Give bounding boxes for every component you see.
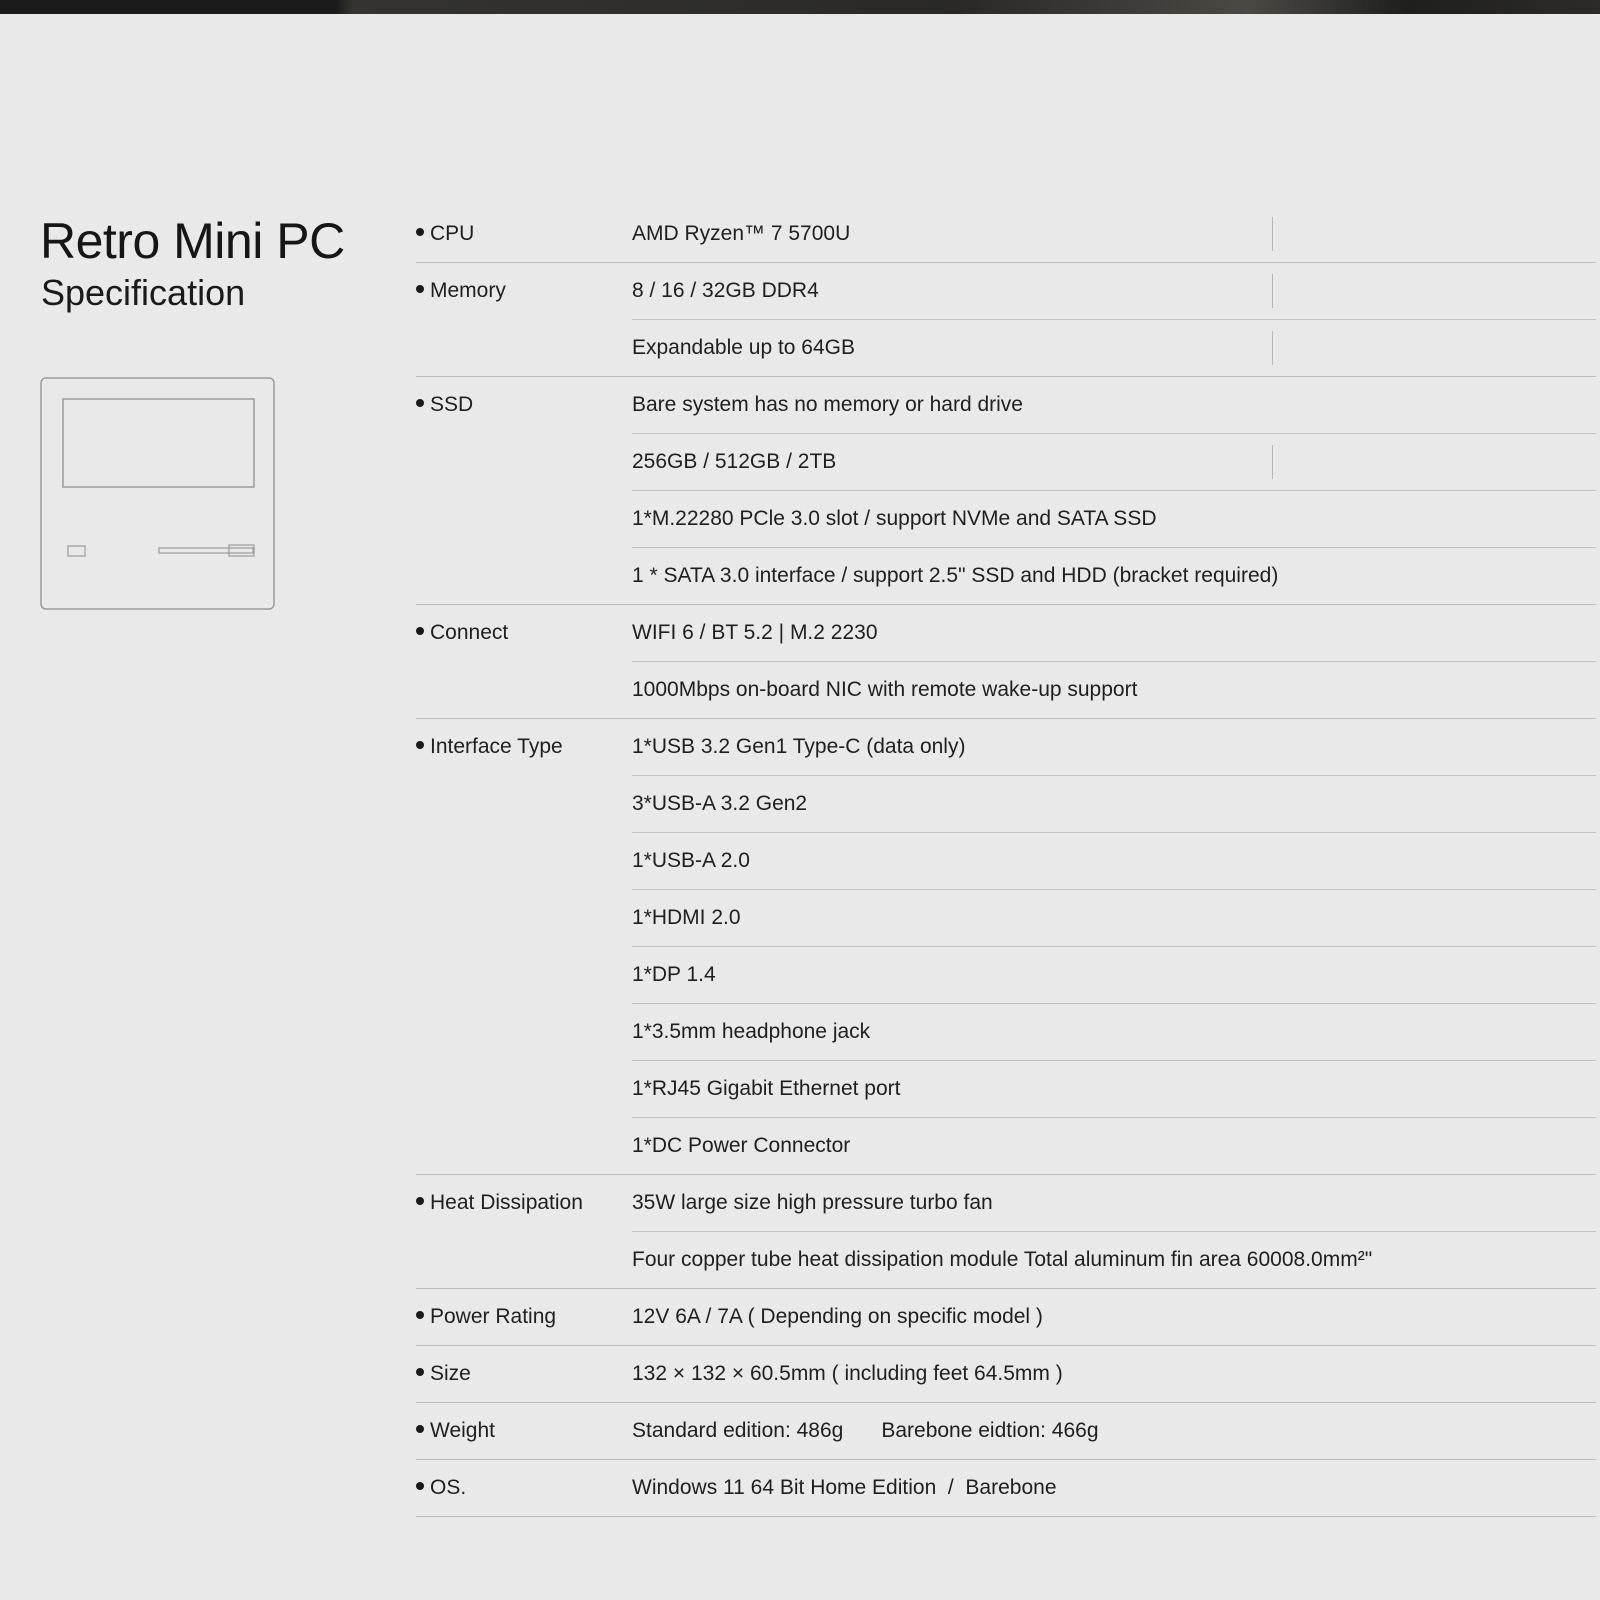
- bullet-icon: [416, 399, 424, 407]
- spec-label-power-rating: Power Rating: [416, 1289, 556, 1345]
- spec-label-heat-dissipation: Heat Dissipation: [416, 1175, 583, 1231]
- bullet-icon: [416, 1425, 424, 1433]
- spec-group-power-rating: [416, 1289, 1596, 1346]
- spec-group-interface-type: [416, 719, 1596, 1175]
- spec-table: [416, 206, 1596, 1517]
- mini-pc-outline-icon: [40, 377, 275, 610]
- spec-group-heat-dissipation: [416, 1175, 1596, 1289]
- spec-label-ssd: SSD: [416, 377, 473, 433]
- spec-value: 1*3.5mm headphone jack: [632, 1004, 1596, 1061]
- bullet-icon: [416, 1368, 424, 1376]
- spec-value: 1*HDMI 2.0: [632, 890, 1596, 947]
- spec-value: 3*USB-A 3.2 Gen2: [632, 776, 1596, 833]
- spec-group-connect: [416, 605, 1596, 719]
- spec-value: WIFI 6 / BT 5.2 | M.2 2230: [632, 605, 1596, 662]
- spec-value: 1*M.22280 PCle 3.0 slot / support NVMe and SATA SSD: [632, 491, 1596, 548]
- spec-value: 12V 6A / 7A ( Depending on specific model ): [632, 1305, 1043, 1328]
- spec-value: AMD Ryzen™ 7 5700U: [632, 206, 1596, 262]
- spec-value: 1*RJ45 Gigabit Ethernet port: [632, 1061, 1596, 1118]
- spec-value: 1000Mbps on-board NIC with remote wake-up support: [632, 678, 1138, 701]
- spec-value: 132 × 132 × 60.5mm ( including feet 64.5mm ): [632, 1362, 1063, 1385]
- bullet-icon: [416, 741, 424, 749]
- bullet-icon: [416, 228, 424, 236]
- bullet-icon: [416, 285, 424, 293]
- spec-value: 8 / 16 / 32GB DDR4: [632, 263, 1596, 320]
- spec-value: 1*DP 1.4: [632, 947, 1596, 1004]
- bullet-icon: [416, 1482, 424, 1490]
- spec-value: 1 * SATA 3.0 interface / support 2.5" SSD and HDD (bracket required): [632, 564, 1279, 587]
- spec-value: 1*DC Power Connector: [632, 1134, 851, 1157]
- spec-group-size: [416, 1346, 1596, 1403]
- spec-label-weight: Weight: [416, 1403, 495, 1459]
- spec-value: 35W large size high pressure turbo fan: [632, 1175, 1596, 1232]
- spec-value: Bare system has no memory or hard drive: [632, 377, 1596, 434]
- spec-label-memory: Memory: [416, 263, 506, 319]
- spec-value: 1*USB-A 2.0: [632, 833, 1596, 890]
- top-banner-strip: [0, 0, 1600, 14]
- bullet-icon: [416, 1197, 424, 1205]
- bullet-icon: [416, 627, 424, 635]
- spec-label-size: Size: [416, 1346, 471, 1402]
- spec-value: Expandable up to 64GB: [632, 320, 1596, 376]
- spec-group-ssd: [416, 377, 1596, 605]
- spec-label-connect: Connect: [416, 605, 508, 661]
- spec-value: 1*USB 3.2 Gen1 Type-C (data only): [632, 719, 1596, 776]
- spec-group-memory: [416, 263, 1596, 377]
- spec-label-cpu: CPU: [416, 206, 474, 262]
- spec-value: Windows 11 64 Bit Home Edition / Barebone: [632, 1476, 1057, 1499]
- spec-label-os: OS.: [416, 1460, 466, 1516]
- spec-group-weight: [416, 1403, 1596, 1460]
- page-title: Retro Mini PC: [40, 213, 345, 269]
- spec-group-os: [416, 1460, 1596, 1517]
- page-subtitle: Specification: [41, 272, 246, 313]
- spec-value: 256GB / 512GB / 2TB: [632, 434, 1596, 491]
- spec-value: Standard edition: 486g Barebone eidtion: 466g: [632, 1419, 1099, 1442]
- bullet-icon: [416, 1311, 424, 1319]
- spec-value: Four copper tube heat dissipation module Total aluminum fin area 60008.0mm²": [632, 1248, 1373, 1271]
- spec-label-interface-type: Interface Type: [416, 719, 563, 775]
- spec-group-cpu: [416, 206, 1596, 263]
